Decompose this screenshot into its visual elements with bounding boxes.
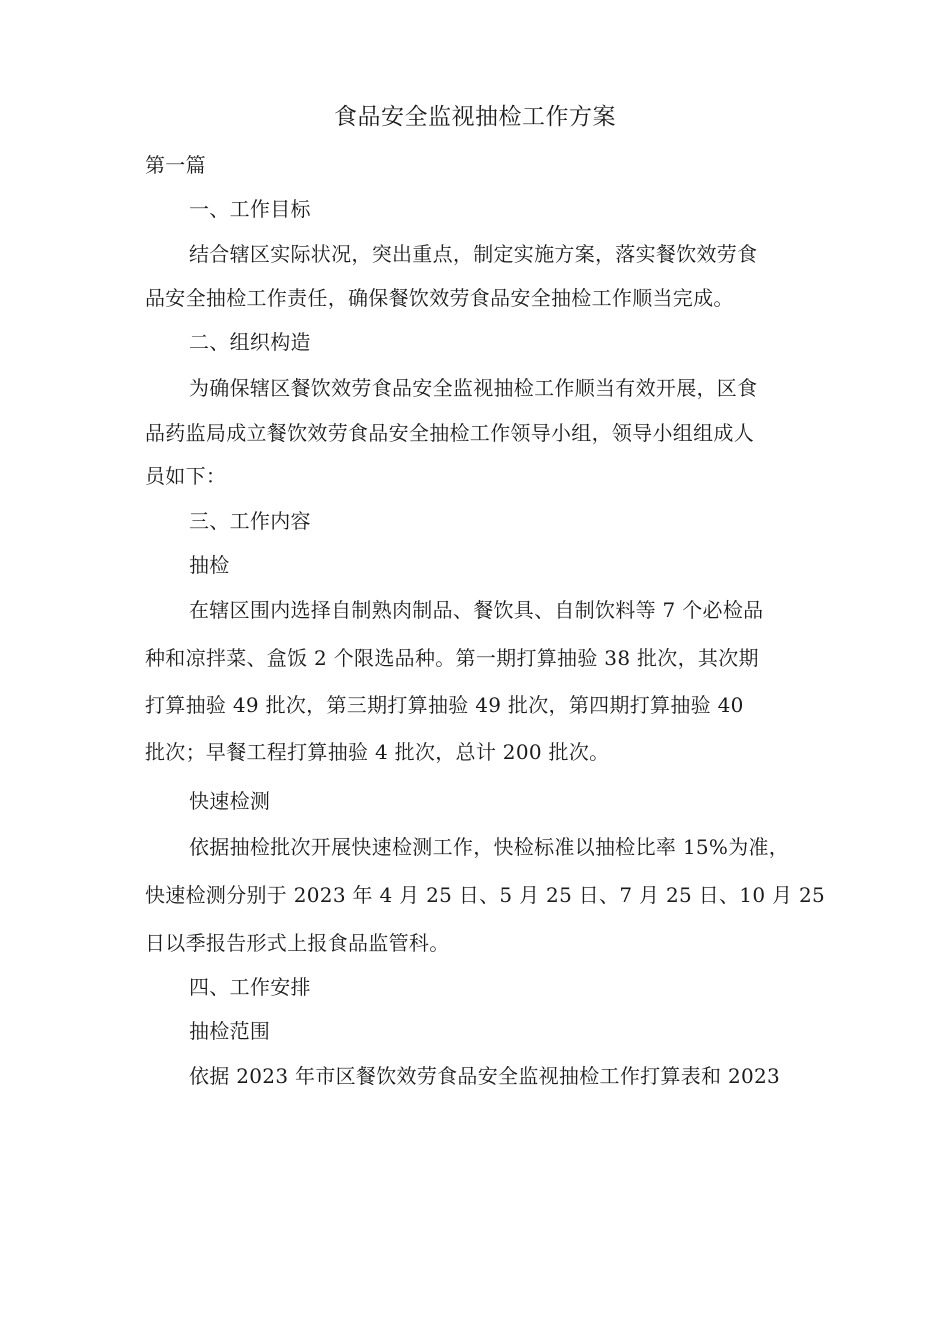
section-heading-organization: 二、组织构造 bbox=[189, 330, 311, 354]
paragraph-line: 在辖区围内选择自制熟肉制品、餐饮具、自制饮料等 7 个必检品 bbox=[189, 598, 764, 622]
subheading-sampling: 抽检 bbox=[189, 553, 230, 577]
section-heading-goal: 一、工作目标 bbox=[189, 197, 311, 221]
section-heading-content: 三、工作内容 bbox=[189, 509, 311, 533]
paragraph-line: 日以季报告形式上报食品监管科。 bbox=[145, 931, 450, 955]
paragraph-line: 为确保辖区餐饮效劳食品安全监视抽检工作顺当有效开展，区食 bbox=[189, 376, 758, 400]
paragraph-line: 员如下： bbox=[145, 464, 227, 488]
paragraph-line: 依据 2023 年市区餐饮效劳食品安全监视抽检工作打算表和 2023 bbox=[189, 1064, 781, 1088]
section-heading-arrangement: 四、工作安排 bbox=[189, 975, 311, 999]
paragraph-line: 品安全抽检工作责任，确保餐饮效劳食品安全抽检工作顺当完成。 bbox=[145, 286, 734, 310]
document-title: 食品安全监视抽检工作方案 bbox=[334, 104, 616, 130]
paragraph-line: 批次；早餐工程打算抽验 4 批次，总计 200 批次。 bbox=[145, 740, 610, 764]
part-heading: 第一篇 bbox=[145, 153, 206, 177]
paragraph-line: 依据抽检批次开展快速检测工作，快检标准以抽检比率 15%为准， bbox=[189, 835, 790, 859]
paragraph-line: 结合辖区实际状况，突出重点，制定实施方案，落实餐饮效劳食 bbox=[189, 242, 758, 266]
paragraph-line: 快速检测分别于 2023 年 4 月 25 日、5 月 25 日、7 月 25 日、10 月 25 bbox=[145, 883, 826, 907]
paragraph-line: 品药监局成立餐饮效劳食品安全抽检工作领导小组，领导小组组成人 bbox=[145, 421, 754, 445]
subheading-scope: 抽检范围 bbox=[189, 1019, 271, 1043]
subheading-rapid-test: 快速检测 bbox=[189, 789, 271, 813]
paragraph-line: 打算抽验 49 批次，第三期打算抽验 49 批次，第四期打算抽验 40 bbox=[145, 693, 744, 717]
paragraph-line: 种和凉拌菜、盒饭 2 个限选品种。第一期打算抽验 38 批次，其次期 bbox=[145, 646, 759, 670]
